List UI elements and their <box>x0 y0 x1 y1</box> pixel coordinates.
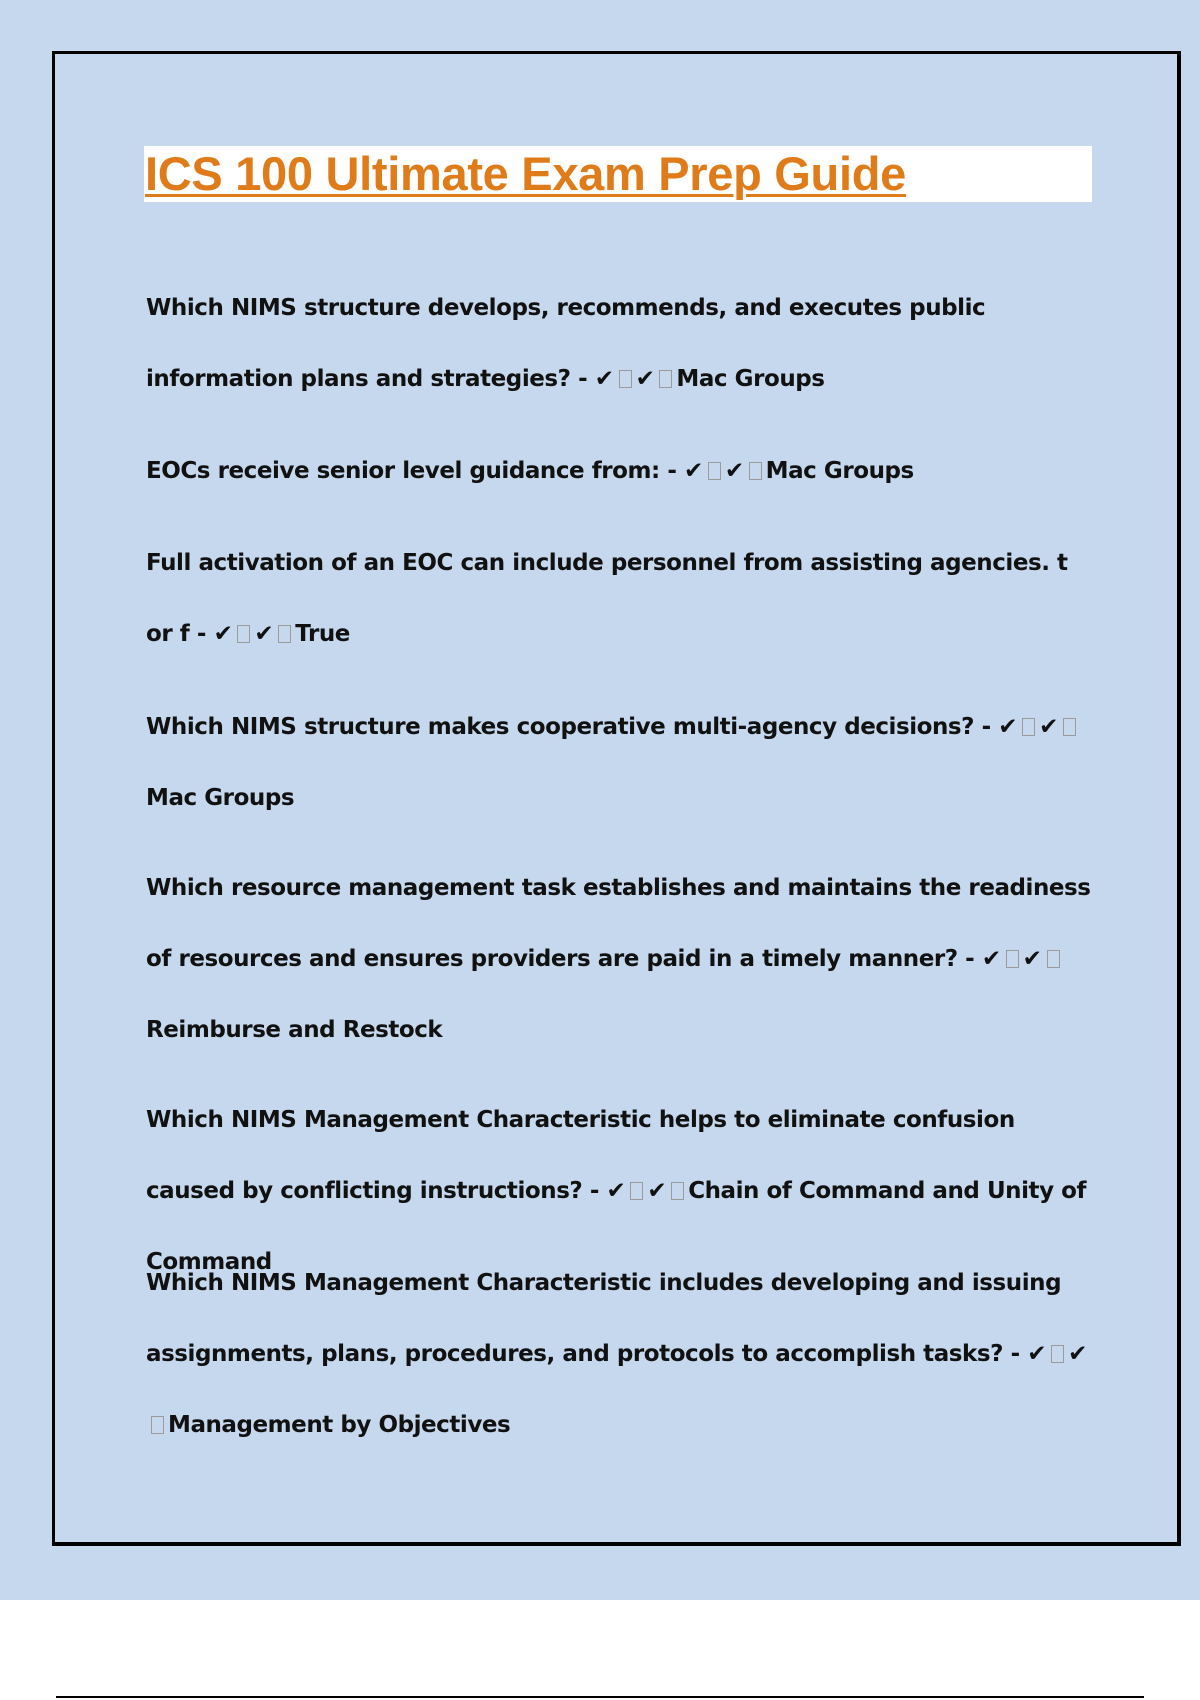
question-text: Which NIMS Management Characteristic helps to eliminate confusion caused by conflicting instructions? <box>146 1107 1015 1204</box>
missing-glyph-box-icon <box>237 625 250 643</box>
check-mark-icon: ✔ <box>635 366 655 392</box>
answer-text: True <box>295 621 350 647</box>
missing-glyph-box-icon <box>1022 718 1035 736</box>
qa-item <box>146 273 1096 415</box>
check-mark-icon: ✔ <box>981 946 1001 972</box>
answer-separator: - <box>189 621 214 647</box>
question-text: Which NIMS structure develops, recommends, and executes public information plans and strategies? <box>146 295 986 392</box>
missing-glyph-box-icon <box>630 1182 643 1200</box>
check-mark-icon: ✔ <box>606 1178 626 1204</box>
question-text: Which NIMS structure makes cooperative multi-agency decisions? <box>146 714 975 740</box>
missing-glyph-box-icon <box>1063 718 1076 736</box>
qa-item <box>146 436 1096 507</box>
missing-glyph-box-icon <box>671 1182 684 1200</box>
answer-text: Mac Groups <box>676 366 825 392</box>
check-mark-icon: ✔ <box>213 621 233 647</box>
check-mark-icon: ✔ <box>594 366 614 392</box>
check-mark-icon: ✔ <box>684 458 703 484</box>
missing-glyph-box-icon <box>708 462 721 480</box>
missing-glyph-box-icon <box>151 1416 164 1434</box>
missing-glyph-box-icon <box>278 625 291 643</box>
footer-rule <box>56 1696 1144 1698</box>
answer-text: Reimburse and Restock <box>146 1017 443 1043</box>
missing-glyph-box-icon <box>1051 1345 1064 1363</box>
check-mark-icon: ✔ <box>998 714 1018 740</box>
missing-glyph-box-icon <box>749 462 762 480</box>
missing-glyph-box-icon <box>1006 950 1019 968</box>
answer-text: Chain of Command and Unity of Command <box>146 1178 1087 1275</box>
qa-item <box>146 528 1096 670</box>
question-text: Full activation of an EOC can include personnel from assisting agencies. t or f <box>146 550 1068 647</box>
answer-separator: - <box>1003 1341 1028 1367</box>
document-title: ICS 100 Ultimate Exam Prep Guide <box>145 147 906 200</box>
qa-item <box>146 1248 1096 1461</box>
check-mark-icon: ✔ <box>1039 714 1058 740</box>
answer-separator: - <box>659 458 685 484</box>
check-mark-icon: ✔ <box>647 1178 667 1204</box>
qa-item <box>146 853 1096 1066</box>
missing-glyph-box-icon <box>1047 950 1060 968</box>
answer-separator: - <box>570 366 595 392</box>
check-mark-icon: ✔ <box>1027 1341 1047 1367</box>
answer-text: Management by Objectives <box>168 1412 511 1438</box>
check-mark-icon: ✔ <box>724 458 744 484</box>
question-text: EOCs receive senior level guidance from: <box>146 458 660 484</box>
answer-text: Mac Groups <box>765 458 914 484</box>
answer-separator: - <box>957 946 982 972</box>
answer-separator: - <box>974 714 999 740</box>
question-text: Which resource management task establishes and maintains the readiness of resources and ensures providers are paid in a timely manner? <box>146 875 1091 972</box>
question-text: Which NIMS Management Characteristic includes developing and issuing assignments, plans, procedures, and protocols to accomplish tasks? <box>146 1270 1062 1367</box>
missing-glyph-box-icon <box>659 370 672 388</box>
qa-item <box>146 692 1096 834</box>
answer-separator: - <box>582 1178 607 1204</box>
missing-glyph-box-icon <box>619 370 632 388</box>
answer-text: Mac Groups <box>146 785 295 811</box>
check-mark-icon: ✔ <box>254 621 274 647</box>
check-mark-icon: ✔ <box>1022 946 1042 972</box>
check-mark-icon: ✔ <box>1068 1341 1087 1367</box>
